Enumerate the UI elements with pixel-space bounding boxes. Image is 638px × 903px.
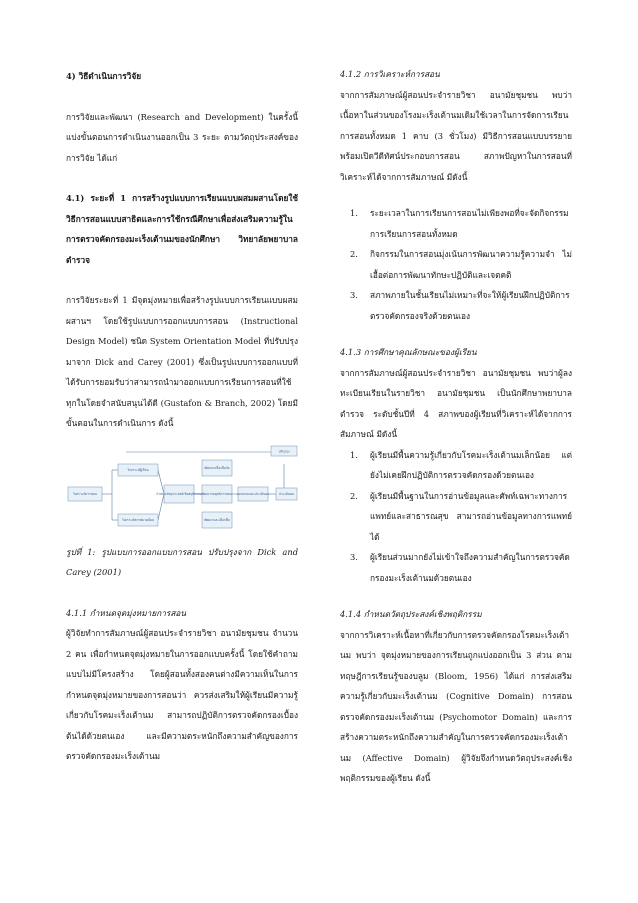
figure-caption: รูปที่ 1: รูปแบบการออกแบบการสอน ปรับปรุงจาก Dick and Carey (2001)	[66, 546, 298, 577]
section-heading: 4) วิธีดำเนินการวิจัย	[66, 71, 142, 81]
phase-1-heading: 4.1) ระยะที่ 1 การสร้างรูปแบบการเรียนแบบผสมผสานโดยใช้วิธีการสอนแบบสาธิตและการใช้กรณีศึกษาเพื่อส่งเสริมความรู้ในการตรวจคัดกรองมะเร็งเต้านมของนักศึกษา วิทยาลัยพยาบาลตำรวจ	[66, 193, 298, 265]
box-strategy-label: พัฒนากลยุทธ์การสอน	[201, 491, 233, 496]
subsection-4-1-2-paragraph: จากการสัมภาษณ์ผู้สอนประจำรายวิชา อนามัยชุมชน พบว่าเนื้อหาในส่วนของโรงมะเร็งเต้านมเดิมใช้เวลาในการจัดการเรียนการสอนทั้งหมด 1 คาบ (3 ชั่วโมง) มีวิธีการสอนแบบบรรยายพร้อมเปิดวีดีทัศน์ประกอบการสอน สภาพปัญหาในการสอนที่วิเคราะห์ได้จากการสัมภาษณ์ มีดังนี้	[340, 89, 572, 182]
teaching-problems-list	[340, 203, 572, 326]
subsection-4-1-2-heading: 4.1.2 การวิเคราะห์การสอน	[340, 69, 440, 79]
box-revise-label: ปรับปรุง	[278, 449, 290, 453]
box-evaluate-label: ประเมินผล	[279, 491, 294, 496]
list-item: 1. ผู้เรียนมีพื้นความรู้เกี่ยวกับโรคมะเร็งเต้านมเล็กน้อย แต่ยังไม่เคยฝึกปฏิบัติการตรวจคัดกรองด้วยตนเอง	[350, 449, 572, 480]
learner-characteristics-list	[340, 445, 572, 589]
box-context-label: วิเคราะห์สภาพแวดล้อม	[121, 517, 155, 522]
right-column	[340, 0, 572, 789]
list-item: 3. สภาพภายในชั้นเรียนไม่เหมาะที่จะให้ผู้เรียนฝึกปฏิบัติการตรวจคัดกรองจริงด้วยตนเอง	[350, 290, 570, 321]
list-item: 1. ระยะเวลาในการเรียนการสอนไม่เพียงพอที่จะจัดกิจกรรมการเรียนการสอนทั้งหมด	[350, 208, 569, 239]
box-assessment-label: พัฒนาเครื่องมือวัด	[204, 465, 230, 470]
subsection-4-1-1-heading: 4.1.1 กำหนดจุดมุ่งหมายการสอน	[66, 607, 187, 618]
subsection-4-1-4-paragraph: จากการวิเคราะห์เนื้อหาที่เกี่ยวกับการตรวจคัดกรองโรคมะเร็งเต้านม พบว่า จุดมุ่งหมายของการเรียนถูกแบ่งออกเป็น 3 ส่วน ตามทฤษฎีการเรียนรู้ของบลูม (Bloom, 1956) ได้แก่ การส่งเสริมความรู้เกี่ยวกับมะเร็งเต้านม (Cognitive Domain) การสอนตรวจคัดกรองมะเร็งเต้านม (Psychomotor Domain) และการสร้างความตระหนักถึงความสำคัญในการตรวจคัดกรองมะเร็งเต้านม (Affective Domain) ผู้วิจัยจึงกำหนดวัตถุประสงค์เชิงพฤติกรรมของผู้เรียน ดังนี้	[340, 629, 572, 783]
box-instructional-analysis-label: วิเคราะห์การสอน	[73, 491, 97, 496]
design-model-figure	[66, 442, 298, 538]
left-column	[66, 0, 298, 767]
box-analyze-learner-label: วิเคราะห์ผู้เรียน	[127, 467, 149, 472]
intro-paragraph: การวิจัยและพัฒนา (Research and Development) ในครั้งนี้ แบ่งขั้นตอนการดำเนินงานออกเป็น 3 ระยะ ตามวัตถุประสงค์ของการวิจัย ได้แก่	[66, 111, 298, 163]
box-design-eval-label: ออกแบบและประเมินผล	[236, 491, 270, 496]
subsection-4-1-4-heading: 4.1.4 กำหนดวัตถุประสงค์เชิงพฤติกรรม	[340, 609, 482, 619]
phase-1-paragraph: การวิจัยระยะที่ 1 มีจุดมุ่งหมายเพื่อสร้างรูปแบบการเรียนแบบผสมผสานฯ โดยใช้รูปแบบการออกแบบการสอน (Instructional Design Model) ชนิด System Orientation Model ที่ปรับปรุงมาจาก Dick and Carey (2001) ซึ่งเป็นรูปแบบการออกแบบที่ได้รับการยอมรับว่าสามารถนำมาออกแบบการเรียนการสอนที่ใช้ทุกในโดยจำสนับสนุนได้ดี (Gustafon & Branch, 2002) โดยมีขั้นตอนในการดำเนินการ ดังนี้	[66, 295, 298, 428]
subsection-4-1-1-paragraph: ผู้วิจัยทำการสัมภาษณ์ผู้สอนประจำรายวิชา อนามัยชุมชน จำนวน 2 คน เพื่อกำหนดจุดมุ่งหมายในการออกแบบครั้งนี้ โดยใช้คำถามแบบไม่มีโครงสร้าง โดยผู้สอนทั้งสองคนต่างมีความเห็นในการกำหนดจุดมุ่งหมายของการสอนว่า ควรส่งเสริมให้ผู้เรียนมีความรู้เกี่ยวกับโรคมะเร็งเต้านม สามารถปฏิบัติการตรวจคัดกรองเบื้องต้นได้ด้วยตนเอง และมีความตระหนักถึงความสำคัญของการตรวจคัดกรองมะเร็งเต้านม	[66, 628, 298, 761]
flow-diagram	[66, 442, 298, 538]
box-objectives-label: กำหนดวัตถุประสงค์เชิงพฤติกรรม	[156, 491, 202, 496]
list-item: 3. ผู้เรียนส่วนมากยังไม่เข้าใจถึงความสำคัญในการตรวจคัดกรองมะเร็งเต้านมด้วยตนเอง	[350, 552, 570, 583]
list-item: 2. ผู้เรียนมีพื้นฐานในการอ่านข้อมูลและศัพท์เฉพาะทางการแพทย์และสาธารณสุข สามารถอ่านข้อมูลทางการแพทย์ได้	[350, 490, 572, 542]
list-item: 2. กิจกรรมในการสอนมุ่งเน้นการพัฒนาความรู้ความจำ ไม่เอื้อต่อการพัฒนาทักษะปฏิบัติและเจตคติ	[350, 249, 572, 280]
subsection-4-1-3-heading: 4.1.3 การศึกษาคุณลักษณะของผู้เรียน	[340, 347, 477, 357]
box-materials-label: พัฒนาและเลือกสื่อ	[204, 517, 230, 522]
subsection-4-1-3-paragraph: จากการสัมภาษณ์ผู้สอนประจำรายวิชา อนามัยชุมชน พบว่าผู้ลงทะเบียนเรียนในรายวิชา อนามัยชุมชน เป็นนักศึกษาพยาบาลตำรวจ ระดับชั้นปีที่ 4 สภาพของผู้เรียนที่วิเคราะห์ได้จากการสัมภาษณ์ มีดังนี้	[340, 367, 572, 439]
